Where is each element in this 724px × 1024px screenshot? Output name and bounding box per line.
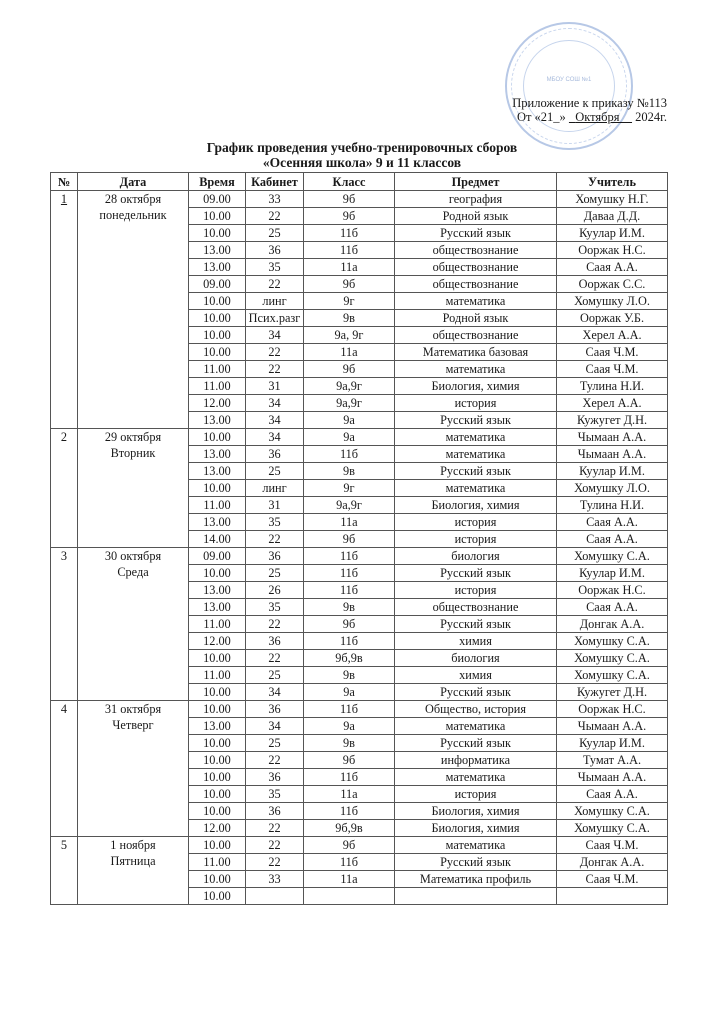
weekday-label: Вторник	[110, 446, 156, 460]
cell-teacher: Ооржак Н.С.	[557, 701, 668, 718]
cell-teacher: Ооржак Н.С.	[557, 242, 668, 259]
cell-subject: Биология, химия	[395, 497, 557, 514]
cell-class: 9а,9г	[304, 395, 395, 412]
cell-time: 13.00	[189, 463, 246, 480]
cell-class: 11б	[304, 854, 395, 871]
cell-class: 9б	[304, 616, 395, 633]
table-row	[51, 701, 668, 718]
cell-subject: Русский язык	[395, 565, 557, 582]
cell-room: 34	[246, 684, 304, 701]
cell-room: 35	[246, 599, 304, 616]
cell-class: 9а,9г	[304, 497, 395, 514]
cell-subject: география	[395, 191, 557, 208]
cell-teacher: Кужугет Д.Н.	[557, 412, 668, 429]
cell-time: 10.00	[189, 871, 246, 888]
cell-teacher	[557, 888, 668, 905]
weekday-label: понедельник	[99, 208, 167, 222]
annex-line1: Приложение к приказу №113	[512, 96, 667, 110]
cell-subject: Русский язык	[395, 735, 557, 752]
cell-class: 9в	[304, 735, 395, 752]
order-annex	[512, 96, 667, 124]
weekday-label: Четверг	[112, 718, 154, 732]
cell-subject: история	[395, 786, 557, 803]
cell-subject: Русский язык	[395, 854, 557, 871]
cell-subject: история	[395, 395, 557, 412]
cell-time: 12.00	[189, 395, 246, 412]
cell-class: 9б	[304, 276, 395, 293]
cell-teacher: Саая Ч.М.	[557, 361, 668, 378]
cell-subject: математика	[395, 837, 557, 854]
table-header-row	[51, 173, 668, 191]
cell-class: 9б	[304, 361, 395, 378]
cell-time: 10.00	[189, 480, 246, 497]
cell-class: 9в	[304, 310, 395, 327]
cell-class: 11б	[304, 548, 395, 565]
cell-teacher: Саая А.А.	[557, 514, 668, 531]
annex-year: 2024г.	[635, 110, 667, 124]
cell-class: 9а	[304, 412, 395, 429]
cell-subject: обществознание	[395, 242, 557, 259]
cell-time: 13.00	[189, 446, 246, 463]
cell-class	[304, 888, 395, 905]
cell-class: 9в	[304, 599, 395, 616]
cell-subject: химия	[395, 633, 557, 650]
cell-teacher: Тумат А.А.	[557, 752, 668, 769]
cell-time: 13.00	[189, 412, 246, 429]
cell-subject: химия	[395, 667, 557, 684]
cell-room: 22	[246, 650, 304, 667]
cell-class: 11б	[304, 582, 395, 599]
cell-room: линг	[246, 293, 304, 310]
day-number: 5	[51, 837, 78, 905]
day-number: 1	[51, 191, 78, 429]
title-line1: График проведения учебно-тренировочных сборов	[206, 140, 518, 155]
cell-room: 36	[246, 446, 304, 463]
cell-room: 36	[246, 548, 304, 565]
cell-teacher: Хомушку Л.О.	[557, 293, 668, 310]
cell-class: 11б	[304, 565, 395, 582]
cell-class: 9б,9в	[304, 650, 395, 667]
cell-room: линг	[246, 480, 304, 497]
annex-date-prefix: От «21_»	[516, 110, 566, 124]
cell-teacher: Куулар И.М.	[557, 463, 668, 480]
weekday-label: Среда	[117, 565, 149, 579]
cell-teacher: Донгак А.А.	[557, 854, 668, 871]
cell-class: 11б	[304, 701, 395, 718]
cell-time: 10.00	[189, 837, 246, 854]
cell-room: 35	[246, 786, 304, 803]
cell-subject: Биология, химия	[395, 803, 557, 820]
cell-subject: обществознание	[395, 276, 557, 293]
cell-time: 10.00	[189, 208, 246, 225]
cell-room: Псих.разг	[246, 310, 304, 327]
cell-time: 14.00	[189, 531, 246, 548]
cell-room: 35	[246, 259, 304, 276]
cell-teacher: Хомушку Л.О.	[557, 480, 668, 497]
cell-time: 12.00	[189, 633, 246, 650]
cell-class: 9а	[304, 718, 395, 735]
cell-class: 11б	[304, 225, 395, 242]
cell-teacher: Саая А.А.	[557, 259, 668, 276]
cell-subject: история	[395, 514, 557, 531]
school-stamp	[505, 22, 633, 150]
document-title	[0, 140, 724, 170]
table-row	[51, 429, 668, 446]
cell-room: 34	[246, 327, 304, 344]
cell-time: 10.00	[189, 888, 246, 905]
cell-teacher: Херел А.А.	[557, 395, 668, 412]
cell-time: 10.00	[189, 701, 246, 718]
cell-class: 11а	[304, 259, 395, 276]
date-label: 28 октября	[104, 192, 162, 206]
day-number: 4	[51, 701, 78, 837]
cell-teacher: Саая Ч.М.	[557, 344, 668, 361]
cell-time: 11.00	[189, 497, 246, 514]
cell-subject: биология	[395, 548, 557, 565]
cell-subject: математика	[395, 718, 557, 735]
cell-time: 09.00	[189, 276, 246, 293]
cell-room: 22	[246, 854, 304, 871]
cell-time: 11.00	[189, 378, 246, 395]
cell-teacher: Чымаан А.А.	[557, 429, 668, 446]
cell-teacher: Хомушку С.А.	[557, 548, 668, 565]
day-date	[78, 701, 189, 837]
cell-subject: обществознание	[395, 259, 557, 276]
header-class: Класс	[304, 173, 395, 191]
cell-teacher: Ооржак С.С.	[557, 276, 668, 293]
cell-class: 9а, 9г	[304, 327, 395, 344]
cell-subject: математика	[395, 446, 557, 463]
cell-subject: Русский язык	[395, 412, 557, 429]
cell-room: 33	[246, 871, 304, 888]
cell-room	[246, 888, 304, 905]
cell-subject: биология	[395, 650, 557, 667]
cell-teacher: Саая А.А.	[557, 531, 668, 548]
cell-teacher: Чымаан А.А.	[557, 718, 668, 735]
cell-class: 11б	[304, 446, 395, 463]
cell-teacher: Саая А.А.	[557, 786, 668, 803]
cell-time: 10.00	[189, 803, 246, 820]
table-row	[51, 837, 668, 854]
schedule-body	[51, 191, 668, 905]
cell-time: 10.00	[189, 293, 246, 310]
date-label: 1 ноября	[110, 838, 156, 852]
cell-subject: Биология, химия	[395, 378, 557, 395]
date-label: 31 октября	[104, 702, 162, 716]
cell-room: 35	[246, 514, 304, 531]
cell-teacher: Донгак А.А.	[557, 616, 668, 633]
cell-class: 9б,9в	[304, 820, 395, 837]
cell-teacher: Хомушку Н.Г.	[557, 191, 668, 208]
cell-room: 34	[246, 412, 304, 429]
cell-teacher: Хомушку С.А.	[557, 803, 668, 820]
weekday-label: Пятница	[110, 854, 156, 868]
cell-teacher: Хомушку С.А.	[557, 667, 668, 684]
annex-line2	[512, 110, 667, 124]
header-time: Время	[189, 173, 246, 191]
cell-teacher: Херел А.А.	[557, 327, 668, 344]
cell-room: 31	[246, 497, 304, 514]
cell-teacher: Тулина Н.И.	[557, 378, 668, 395]
cell-time: 13.00	[189, 259, 246, 276]
header-date: Дата	[78, 173, 189, 191]
cell-subject	[395, 888, 557, 905]
stamp-text: МБОУ СОШ №1	[546, 77, 592, 83]
cell-room: 22	[246, 820, 304, 837]
cell-class: 9а	[304, 429, 395, 446]
cell-class: 9г	[304, 293, 395, 310]
cell-time: 10.00	[189, 429, 246, 446]
cell-subject: Родной язык	[395, 208, 557, 225]
day-number: 3	[51, 548, 78, 701]
cell-subject: математика	[395, 480, 557, 497]
cell-room: 33	[246, 191, 304, 208]
cell-room: 36	[246, 803, 304, 820]
cell-subject: обществознание	[395, 327, 557, 344]
cell-room: 22	[246, 752, 304, 769]
header-teacher: Учитель	[557, 173, 668, 191]
cell-room: 22	[246, 616, 304, 633]
cell-subject: Русский язык	[395, 225, 557, 242]
cell-room: 25	[246, 667, 304, 684]
schedule-table	[50, 172, 668, 905]
title-line2: «Осенняя школа» 9 и 11 классов	[262, 155, 462, 170]
cell-room: 25	[246, 735, 304, 752]
cell-room: 36	[246, 769, 304, 786]
cell-time: 09.00	[189, 191, 246, 208]
cell-time: 10.00	[189, 310, 246, 327]
cell-class: 9б	[304, 208, 395, 225]
cell-teacher: Саая А.А.	[557, 599, 668, 616]
cell-teacher: Хомушку С.А.	[557, 650, 668, 667]
cell-teacher: Саая Ч.М.	[557, 871, 668, 888]
cell-teacher: Даваа Д.Д.	[557, 208, 668, 225]
cell-teacher: Кужугет Д.Н.	[557, 684, 668, 701]
cell-time: 10.00	[189, 684, 246, 701]
cell-teacher: Хомушку С.А.	[557, 633, 668, 650]
cell-time: 10.00	[189, 327, 246, 344]
cell-subject: Родной язык	[395, 310, 557, 327]
header-room: Кабинет	[246, 173, 304, 191]
cell-time: 10.00	[189, 735, 246, 752]
cell-room: 22	[246, 531, 304, 548]
cell-time: 10.00	[189, 650, 246, 667]
cell-class: 9г	[304, 480, 395, 497]
cell-class: 9б	[304, 837, 395, 854]
cell-time: 13.00	[189, 718, 246, 735]
cell-room: 36	[246, 242, 304, 259]
cell-teacher: Ооржак У.Б.	[557, 310, 668, 327]
cell-room: 34	[246, 395, 304, 412]
stamp-ring	[511, 28, 627, 144]
cell-time: 10.00	[189, 786, 246, 803]
cell-time: 11.00	[189, 361, 246, 378]
cell-teacher: Чымаан А.А.	[557, 446, 668, 463]
cell-class: 9в	[304, 667, 395, 684]
header-subject: Предмет	[395, 173, 557, 191]
cell-room: 36	[246, 701, 304, 718]
day-date	[78, 429, 189, 548]
cell-room: 22	[246, 837, 304, 854]
day-number: 2	[51, 429, 78, 548]
cell-teacher: Тулина Н.И.	[557, 497, 668, 514]
cell-class: 11б	[304, 633, 395, 650]
cell-teacher: Саая Ч.М.	[557, 837, 668, 854]
cell-time: 11.00	[189, 667, 246, 684]
cell-room: 25	[246, 225, 304, 242]
cell-class: 9а,9г	[304, 378, 395, 395]
cell-class: 11б	[304, 242, 395, 259]
cell-time: 13.00	[189, 582, 246, 599]
cell-subject: Русский язык	[395, 616, 557, 633]
cell-teacher: Хомушку С.А.	[557, 820, 668, 837]
cell-subject: Математика базовая	[395, 344, 557, 361]
date-label: 29 октября	[104, 430, 162, 444]
cell-room: 34	[246, 429, 304, 446]
table-row	[51, 191, 668, 208]
cell-class: 11б	[304, 803, 395, 820]
cell-room: 25	[246, 463, 304, 480]
cell-room: 36	[246, 633, 304, 650]
cell-class: 9б	[304, 752, 395, 769]
cell-class: 9а	[304, 684, 395, 701]
cell-subject: информатика	[395, 752, 557, 769]
cell-teacher: Ооржак Н.С.	[557, 582, 668, 599]
cell-class: 9в	[304, 463, 395, 480]
date-label: 30 октября	[104, 549, 162, 563]
cell-subject: Русский язык	[395, 684, 557, 701]
cell-time: 13.00	[189, 514, 246, 531]
cell-subject: обществознание	[395, 599, 557, 616]
cell-time: 12.00	[189, 820, 246, 837]
cell-teacher: Куулар И.М.	[557, 225, 668, 242]
cell-class: 9б	[304, 191, 395, 208]
cell-room: 26	[246, 582, 304, 599]
table-row	[51, 548, 668, 565]
cell-class: 9б	[304, 531, 395, 548]
cell-time: 09.00	[189, 548, 246, 565]
cell-subject: Математика профиль	[395, 871, 557, 888]
cell-room: 22	[246, 361, 304, 378]
cell-room: 34	[246, 718, 304, 735]
cell-room: 31	[246, 378, 304, 395]
cell-subject: математика	[395, 293, 557, 310]
header-num: №	[51, 173, 78, 191]
cell-room: 22	[246, 208, 304, 225]
cell-class: 11а	[304, 514, 395, 531]
cell-subject: Русский язык	[395, 463, 557, 480]
cell-subject: Общество, история	[395, 701, 557, 718]
cell-room: 25	[246, 565, 304, 582]
cell-time: 11.00	[189, 854, 246, 871]
cell-time: 10.00	[189, 769, 246, 786]
cell-subject: история	[395, 531, 557, 548]
cell-time: 10.00	[189, 225, 246, 242]
cell-teacher: Куулар И.М.	[557, 565, 668, 582]
cell-subject: математика	[395, 361, 557, 378]
day-date	[78, 191, 189, 429]
cell-subject: история	[395, 582, 557, 599]
cell-teacher: Куулар И.М.	[557, 735, 668, 752]
cell-class: 11б	[304, 769, 395, 786]
day-date	[78, 548, 189, 701]
cell-room: 22	[246, 344, 304, 361]
cell-class: 11а	[304, 786, 395, 803]
cell-subject: математика	[395, 769, 557, 786]
cell-room: 22	[246, 276, 304, 293]
cell-class: 11а	[304, 871, 395, 888]
cell-time: 11.00	[189, 616, 246, 633]
cell-subject: математика	[395, 429, 557, 446]
annex-month: Октября	[575, 110, 620, 124]
cell-time: 13.00	[189, 242, 246, 259]
cell-teacher: Чымаан А.А.	[557, 769, 668, 786]
cell-time: 10.00	[189, 752, 246, 769]
cell-time: 10.00	[189, 565, 246, 582]
cell-time: 10.00	[189, 344, 246, 361]
cell-time: 13.00	[189, 599, 246, 616]
cell-class: 11а	[304, 344, 395, 361]
cell-subject: Биология, химия	[395, 820, 557, 837]
day-date	[78, 837, 189, 905]
